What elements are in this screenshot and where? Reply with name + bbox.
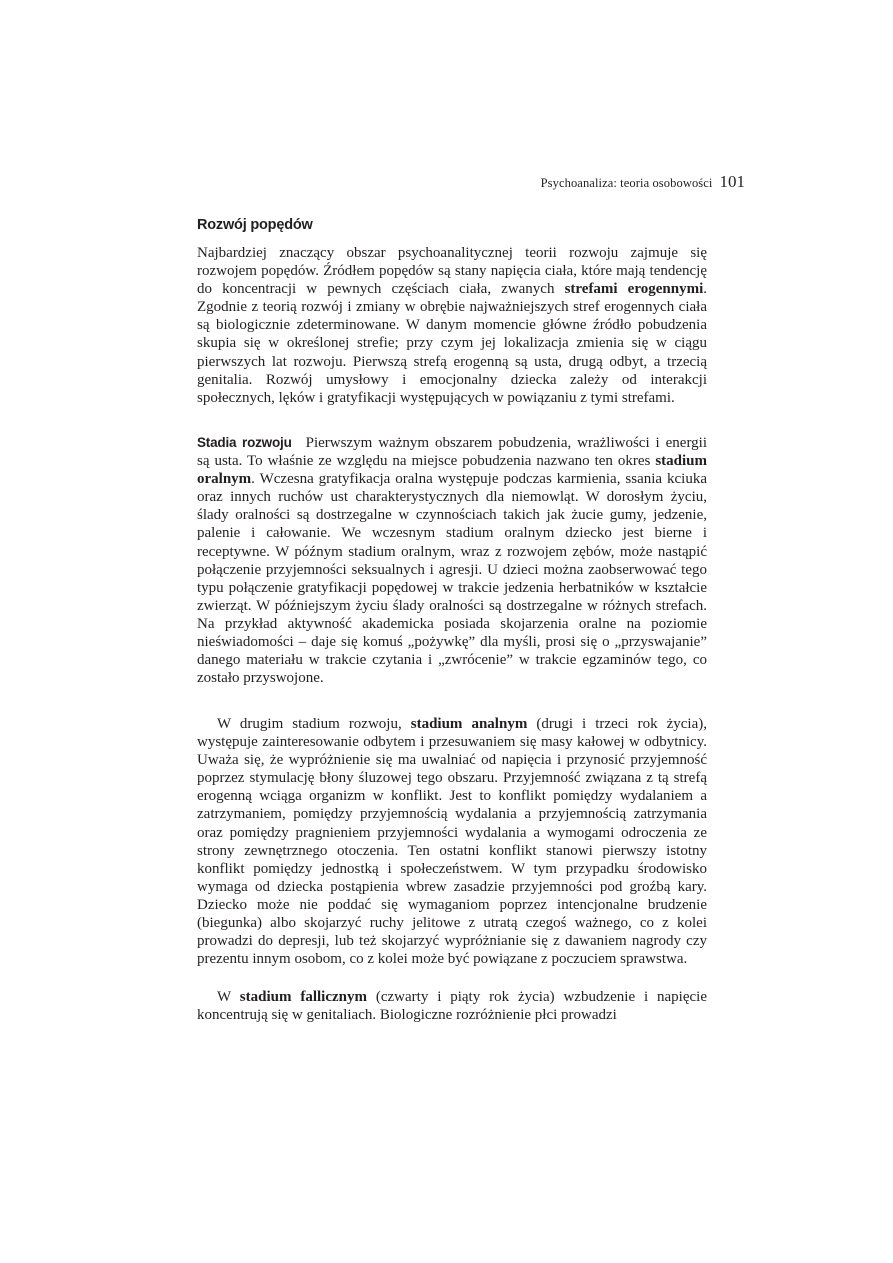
term-phallic-stage: stadium fallicznym (239, 989, 367, 1005)
paragraph-text: Pierwszym ważnym obszarem pobudzenia, wrażliwości i energii są usta. To właśnie ze względu na miejsce pobudzenia nazwano ten okres (197, 435, 707, 470)
paragraph-text: . Zgodnie z teorią rozwój i zmiany w obrębie najważniejszych stref erogennych ciała są biologicznie zdeterminowane. W danym momencie główne źródło pobudzenia skupia się w określonej strefie; przy czym jej lokalizacja zmienia się w ciągu pierwszych lat rozwoju. Pierwszą strefą erogenną są usta, drugą odbyt, a trzecią genitalia. Rozwój umysłowy i emocjonalny dziecka zależy od interakcji społecznych, lęków i gratyfikacji występujących w powiązaniu z tymi strefami. (197, 281, 707, 406)
term-anal-stage: stadium analnym (410, 716, 528, 732)
paragraph-text: Najbardziej znaczący obszar psychoanalitycznej teorii rozwoju zajmuje się rozwojem popędów. Źródłem popędów są stany napięcia ciała, które mają tendencję do koncentracji w pewnych częściach ciała, zwanych (197, 245, 707, 298)
page-number: 101 (719, 172, 745, 191)
running-title: Psychoanaliza: teoria osobowości (540, 176, 713, 190)
term-oral-stage: stadium oralnym (197, 453, 707, 488)
term-erogenous-zones: strefami erogennymi (564, 281, 704, 298)
paragraph-text: (drugi i trzeci rok życia), występuje zainteresowanie odbytem i przesuwaniem się masy kałowej w odbytnicy. Uważa się, że wypróżnienie się ma uwalniać od napięcia i przynosić przyjemność poprzez stymulację błony śluzowej tego obszaru. Przyjemność związana z tą strefą erogenną wciąga organizm w konflikt. Jest to konflikt pomiędzy wydalaniem a zatrzymaniem, pomiędzy przyjemnością wydalania a przyjemnością zatrzymania oraz pomiędzy pragnieniem przyjemności wydalania a wymogami odroczenia ze strony zewnętrznego otoczenia. Ten ostatni konflikt stanowi pierwszy istotny konflikt pomiędzy jednostką i społeczeństwem. W tym przypadku środowisko wymaga od dziecka postąpienia wbrew zasadzie przyjemności pod groźbą kary. Dziecko może nie poddać się wymaganiom poprzez intencjonalne brudzenie (biegunka) albo skojarzyć ruchy jelitowe z utratą czegoś ważnego, co z kolei prowadzi do depresji, lub też skojarzyć wypróżnianie się z dawaniem nagrody czy prezentu innym osobom, co z kolei może być powiązane z poczuciem sprawstwa. (197, 716, 707, 968)
paragraph-text: . Wczesna gratyfikacja oralna występuje podczas karmienia, ssania kciuka oraz innych ruchów ust charakterystycznych dla niemowląt. W dorosłym życiu, ślady oralności są dostrzegalne w czynnościach takich jak żucie gumy, jedzenie, palenie i całowanie. We wczesnym stadium oralnym dziecko jest bierne i receptywne. W późnym stadium oralnym, wraz z rozwojem zębów, może nastąpić połączenie przyjemności seksualnych i agresji. U dzieci można zaobserwować tego typu połączenie gratyfikacji popędowej w trakcie jedzenia herbatników w kształcie zwierząt. W późniejszym życiu ślady oralności są dostrzegalne w różnych strefach. Na przykład aktywność akademicka posiada skojarzenia oralne na poziomie nieświadomości – daje się komuś „pożywkę” dla myśli, prosi się o „przyswajanie” danego materiału w trakcie czytania i „zwrócenie” w trakcie egzaminów tego, co zostało przyswojone. (197, 471, 707, 687)
subsection-heading: Stadia rozwoju (197, 435, 292, 450)
paragraph-oral-stage (197, 434, 707, 687)
paragraph-text: W (217, 989, 240, 1005)
section-heading: Rozwój popędów (197, 217, 313, 233)
paragraph-text: W drugim stadium rozwoju, (217, 716, 411, 732)
paragraph-anal-stage (197, 715, 707, 968)
paragraph-phallic-stage (197, 988, 707, 1024)
paragraph-drive-development (197, 244, 707, 407)
running-head (541, 172, 745, 192)
paragraph-text: (czwarty i piąty rok życia) wzbudzenie i napięcie koncentrują się w genitaliach. Biologiczne rozróżnienie płci prowadzi (197, 989, 707, 1024)
